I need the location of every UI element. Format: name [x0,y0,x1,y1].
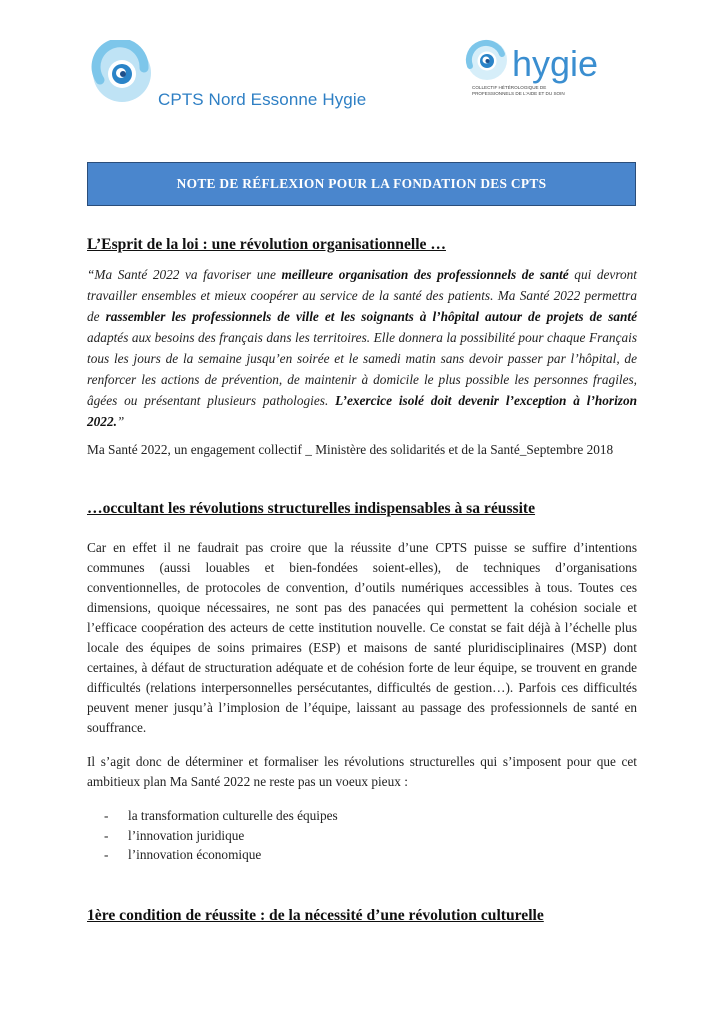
list-item: - la transformation culturelle des équipes [104,808,338,823]
document-title-box [87,162,636,206]
hygie-eye-logo-icon [462,38,512,84]
quote-source: Ma Santé 2022, un engagement collectif _ Ministère des solidarités et de la Santé_Septembre 2018 [87,442,614,457]
document-title: NOTE DE RÉFLEXION POUR LA FONDATION DES CPTS [176,176,547,191]
section-heading-esprit-loi: L’Esprit de la loi : une révolution organisationnelle … [87,236,446,253]
section-heading-revolution-culturelle: 1ère condition de réussite : de la nécessité d’une révolution culturelle [87,906,544,924]
paragraph-cpts-reussite: Car en effet il ne faudrait pas croire que la réussite d’une CPTS puisse se suffire d’intentions communes (aussi louables et bien-fondées soient-elles), de techniques d’organisations conventionnelles, de protocoles de convention, d’outils numériques accessibles à tous. Toutes ces dimensions, quoique nécessaires, ne sont pas des panacées qui permettent la cohésion sociale et l’efficace coopération des acteurs de cette institution nouvelle. Ce constat se fait déjà à l’échelle plus locale des équipes de soins primaires (ESP) et maisons de santé pluridisciplinaires (MSP) dont certaines, à défaut de structuration adéquate et de cohésion forte de leur équipe, se trouvent en grande difficultés (relations interpersonnelles persécutantes, difficultés de gestion…). Parfois ces difficultés peuvent mener jusqu’à l’implosion de l’équipe, laissant au passage des professionnels de santé en souffrance. [87,540,637,735]
hygie-eye-logo-icon [90,40,154,106]
section-heading-revolutions-structurelles: …occultant les révolutions structurelles indispensables à sa réussite [87,500,536,517]
ma-sante-quote: “Ma Santé 2022 va favoriser une meilleure organisation des professionnels de santé qui devront travailler ensembles et mieux coopérer au service de la santé des patients. Ma Santé 2022 permettra de rassembler les professionnels de ville et les soignants à l’hôpital autour de projets de santé adaptés aux besoins des français dans les territoires. Elle donnera la possibilité pour chaque Français tous les jours de la semaine jusqu’en soirée et le samedi matin sans devoir passer par l’hôpital, de renforcer les actions de prévention, de maintenir à domicile le plus possible les personnes fragiles, âgées ou présentant plusieurs pathologies. L’exercice isolé doit devenir l’exception à l’horizon 2022.” [87,267,638,429]
list-item: - l’innovation économique [104,847,262,862]
paragraph-revolutions: Il s’agit donc de déterminer et formaliser les révolutions structurelles qui s’imposent pour que cet ambitieux plan Ma Santé 2022 ne reste pas un voeux pieux : [87,754,637,789]
hygie-logo [462,38,622,118]
document-body [87,236,637,925]
cpts-name: CPTS Nord Essonne Hygie [158,90,367,109]
list-item: - l’innovation juridique [104,827,245,843]
cpts-logo [90,40,367,120]
hygie-tagline: COLLECTIF HÉTÉROLOGIQUE DE PROFESSIONNELS DE L'AIDE ET DU SOIN [472,85,565,96]
conditions-list [87,806,637,865]
hygie-brand: hygie [512,43,599,84]
